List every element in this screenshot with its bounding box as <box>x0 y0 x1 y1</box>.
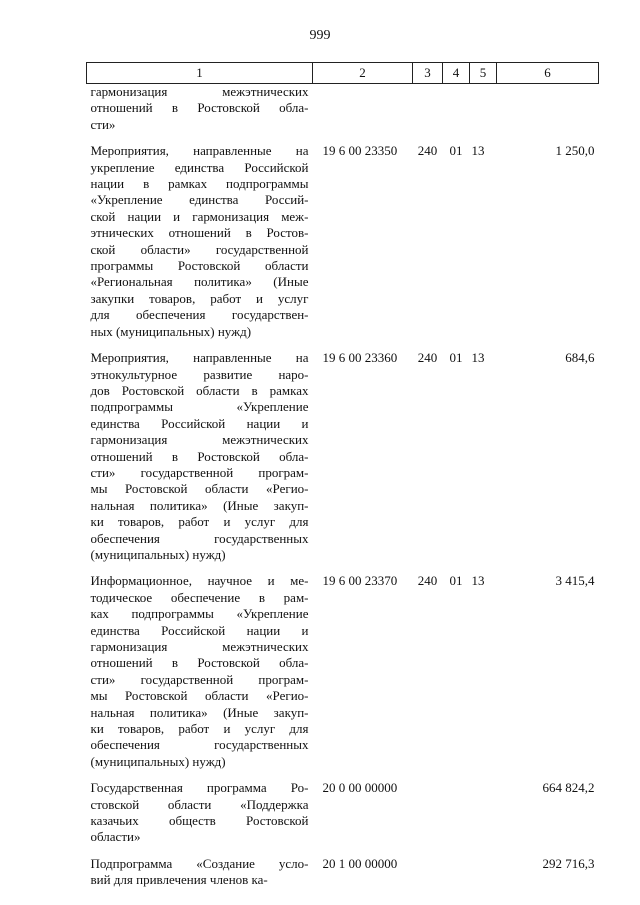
row-name-line: нальная политика» (Иные закуп- <box>90 704 309 720</box>
expense-type-cell <box>413 780 443 856</box>
row-name-cell <box>87 573 313 780</box>
row-name-line: обеспечения государственных <box>90 737 309 753</box>
row-name-line: мы Ростовской области «Регио- <box>90 481 309 497</box>
table-row <box>87 573 599 780</box>
row-name-line: гармонизация межэтнических <box>90 432 309 448</box>
row-name-line: «Региональная политика» (Иные <box>90 274 309 290</box>
subsection-cell: 13 <box>471 350 485 366</box>
row-name-line: дов Ростовской области в рамках <box>90 382 309 398</box>
table-body <box>87 84 599 899</box>
column-header-name: 1 <box>87 63 313 84</box>
row-name-line: гармонизация межэтнических <box>90 84 309 99</box>
row-name-line: сти» <box>90 116 116 132</box>
amount-cell: 664 824,2 <box>542 780 595 796</box>
row-name-line: сти» государственной програм- <box>90 464 309 480</box>
amount-cell: 3 415,4 <box>555 573 595 589</box>
row-name-line: мы Ростовской области «Регио- <box>90 688 309 704</box>
column-header-subsection: 5 <box>470 63 497 84</box>
table-row <box>87 143 599 350</box>
row-name-line: нальная политика» (Иные закуп- <box>90 497 309 513</box>
row-name-line: казачьих обществ Ростовской <box>90 813 309 829</box>
row-name-line: ской области» государственной <box>90 241 309 257</box>
section-cell: 01 <box>449 143 463 159</box>
row-name-cell <box>87 780 313 856</box>
row-name-line: этнокультурное развитие наро- <box>90 366 309 382</box>
row-name-cell <box>87 84 313 144</box>
table-row <box>87 350 599 573</box>
expense-type-cell <box>413 856 443 899</box>
row-name-line: стовской области «Поддержка <box>90 796 309 812</box>
row-name-line: Подпрограмма «Создание усло- <box>90 855 309 871</box>
amount-cell <box>497 84 599 144</box>
row-name-line: ской нации и гармонизация меж- <box>90 208 309 224</box>
section-cell <box>443 84 470 144</box>
target-article-cell: 19 6 00 23360 <box>322 350 398 366</box>
section-cell: 01 <box>449 350 463 366</box>
subsection-cell: 13 <box>471 143 485 159</box>
subsection-cell <box>470 780 497 856</box>
expense-type-cell: 240 <box>417 350 438 366</box>
row-name-line: области» <box>90 829 141 845</box>
row-name-line: (муниципальных) нужд) <box>90 753 226 769</box>
column-header-target-article: 2 <box>313 63 413 84</box>
target-article-cell: 19 6 00 23350 <box>322 143 398 159</box>
row-name-line: отношений в Ростовской обла- <box>90 448 309 464</box>
column-header-amount: 6 <box>497 63 599 84</box>
row-name-line: Информационное, научное и ме- <box>90 573 309 589</box>
section-cell: 01 <box>449 573 463 589</box>
target-article-cell: 20 1 00 00000 <box>322 855 398 871</box>
row-name-line: Государственная программа Ро- <box>90 780 309 796</box>
row-name-line: Мероприятия, направленные на <box>90 143 309 159</box>
expense-type-cell: 240 <box>417 573 438 589</box>
column-header-expense-type: 3 <box>413 63 443 84</box>
row-name-cell <box>87 350 313 573</box>
amount-cell: 684,6 <box>565 350 595 366</box>
subsection-cell: 13 <box>471 573 485 589</box>
row-name-line: этнических отношений в Ростов- <box>90 225 309 241</box>
row-name-line: укрепление единства Российской <box>90 159 309 175</box>
row-name-cell <box>87 856 313 899</box>
row-name-line: вий для привлечения членов ка- <box>90 872 268 888</box>
row-name-line: отношений в Ростовской обла- <box>90 100 309 116</box>
row-name-cell <box>87 143 313 350</box>
column-header-section: 4 <box>443 63 470 84</box>
row-name-line: сти» государственной програм- <box>90 671 309 687</box>
row-name-line: нации в рамках подпрограммы <box>90 176 309 192</box>
row-name-line: для обеспечения государствен- <box>90 307 309 323</box>
subsection-cell <box>470 84 497 144</box>
row-name-line: тодическое обеспечение в рам- <box>90 589 309 605</box>
row-name-line: ках подпрограммы «Укрепление <box>90 606 309 622</box>
expense-type-cell <box>413 84 443 144</box>
row-name-line: Мероприятия, направленные на <box>90 350 309 366</box>
row-name-line: «Укрепление единства Россий- <box>90 192 309 208</box>
row-name-line: (муниципальных) нужд) <box>90 546 226 562</box>
row-name-line: ки товаров, работ и услуг для <box>90 721 309 737</box>
row-name-line: подпрограммы «Укрепление <box>90 399 309 415</box>
row-name-line: закупки товаров, работ и услуг <box>90 290 309 306</box>
target-article-cell <box>313 84 413 144</box>
table-header-row <box>87 63 599 84</box>
row-name-line: гармонизация межэтнических <box>90 639 309 654</box>
target-article-cell: 19 6 00 23370 <box>322 573 398 589</box>
row-name-line: единства Российской нации и <box>90 415 309 431</box>
row-name-line: программы Ростовской области <box>90 258 309 274</box>
subsection-cell <box>470 856 497 899</box>
section-cell <box>443 780 470 856</box>
table-row <box>87 856 599 899</box>
amount-cell: 292 716,3 <box>542 855 595 871</box>
target-article-cell: 20 0 00 00000 <box>322 780 398 796</box>
row-name-line: ки товаров, работ и услуг для <box>90 514 309 530</box>
amount-cell: 1 250,0 <box>555 143 595 159</box>
table-row <box>87 780 599 856</box>
page-number: 999 <box>309 28 331 43</box>
table-row <box>87 84 599 144</box>
row-name-line: единства Российской нации и <box>90 622 309 638</box>
expense-type-cell: 240 <box>417 143 438 159</box>
row-name-line: ных (муниципальных) нужд) <box>90 323 252 339</box>
section-cell <box>443 856 470 899</box>
row-name-line: обеспечения государственных <box>90 530 309 546</box>
row-name-line: отношений в Ростовской обла- <box>90 655 309 671</box>
budget-table <box>86 62 599 899</box>
